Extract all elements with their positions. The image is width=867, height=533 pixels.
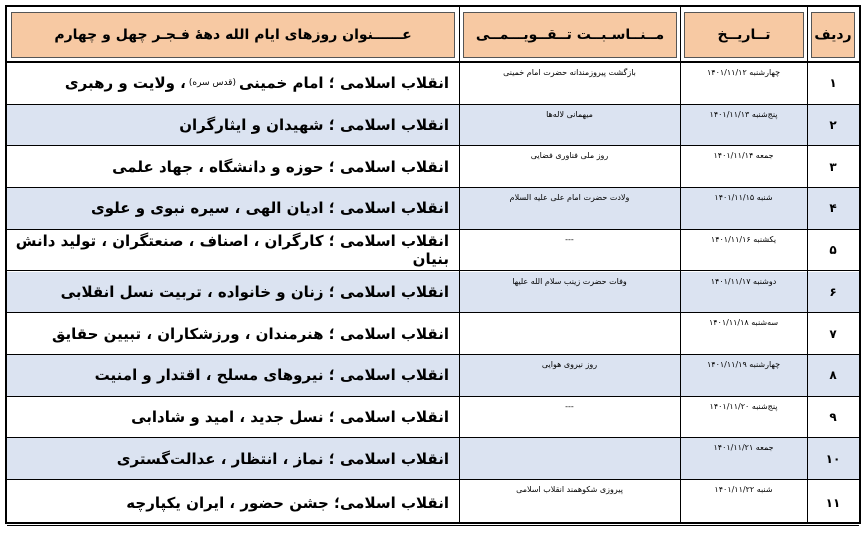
table-row [7,272,859,314]
column-divider [459,7,460,522]
table-row [7,355,859,397]
header-date: تــاریــخ [684,12,804,58]
row-title [7,438,459,479]
row-title [7,397,459,438]
row-occasion: وفات حضرت زینب سلام الله علیها [512,276,627,286]
title-main: انقلاب اسلامی ؛ زنان و خانواده ، تربیت نسل انقلابی [60,282,449,301]
row-number: ۱۱ [825,495,841,510]
table-row [7,397,859,439]
row-date: چهارشنبه ۱۴۰۱/۱۱/۱۹ [706,359,781,369]
row-date: جمعه ۱۴۰۱/۱۱/۱۴ [713,151,774,161]
title-main: انقلاب اسلامی؛ جشن حضور ، ایران یکپارچه [126,493,449,512]
header-occasion: مــنــاسـبــت تــقــویـــمــی [463,12,677,58]
row-occasion: روز نیروی هوایی [541,359,598,369]
title-superscript: (قدس سره) [188,78,236,89]
table-row [7,313,859,355]
row-number: ۳ [829,159,837,174]
row-date: دوشنبه ۱۴۰۱/۱۱/۱۷ [710,276,777,286]
row-title [7,105,459,146]
header-title: عــــــنوان روزهای ایام الله دههٔ فـجـر چهل و چهارم [11,12,455,58]
row-title [7,313,459,354]
row-date: پنج‌شنبه ۱۴۰۱/۱۱/۱۳ [709,109,778,119]
row-title [7,480,459,525]
row-number: ۸ [829,368,837,383]
table-header [7,7,859,63]
table-row [7,480,859,526]
row-title [7,63,459,104]
title-main: انقلاب اسلامی ؛ نیروهای مسلح ، اقتدار و امنیت [94,366,449,385]
row-title [7,188,459,229]
title-main: انقلاب اسلامی ؛ ادیان الهی ، سیره نبوی و علوی [90,199,449,218]
title-main: انقلاب اسلامی ؛ نسل جدید ، امید و شادابی [131,407,449,426]
title-main: انقلاب اسلامی ؛ حوزه و دانشگاه ، جهاد علمی [112,157,449,176]
title-end: ، ولایت و رهبری [64,74,186,93]
title-main: انقلاب اسلامی ؛ شهیدان و ایثارگران [179,116,449,135]
row-date: سه‌شنبه ۱۴۰۱/۱۱/۱۸ [708,318,779,328]
row-occasion [459,438,680,479]
row-number: ۵ [829,243,837,258]
table-row [7,438,859,480]
row-date: شنبه ۱۴۰۱/۱۱/۱۵ [714,193,773,203]
row-title [7,230,459,271]
title-main: انقلاب اسلامی ؛ امام خمینی [238,74,449,93]
column-divider [680,7,681,522]
row-occasion: بازگشت پیروزمندانه حضرت امام خمینی [503,68,636,77]
table-row [7,188,859,230]
row-date: شنبه ۱۴۰۱/۱۱/۲۲ [714,485,773,494]
header-row-number: ردیف [811,12,855,58]
row-date: جمعه ۱۴۰۱/۱۱/۲۱ [713,443,774,453]
row-title [7,272,459,313]
row-occasion: --- [565,401,574,411]
row-number: ۶ [829,284,837,299]
row-number: ۹ [829,409,837,424]
row-occasion: --- [565,234,574,244]
title-main: انقلاب اسلامی ؛ هنرمندان ، ورزشکاران ، تبیین حقایق [52,324,449,343]
row-date: پنج‌شنبه ۱۴۰۱/۱۱/۲۰ [709,401,778,411]
row-number: ۲ [829,118,837,133]
title-main: انقلاب اسلامی ؛ کارگران ، اصناف ، صنعتگران ، تولید دانش بنیان [15,232,449,269]
row-date: یکشنبه ۱۴۰۱/۱۱/۱۶ [710,234,777,244]
row-date: چهارشنبه ۱۴۰۱/۱۱/۱۲ [706,68,781,77]
row-occasion: روز ملی فناوری فضایی [530,151,609,161]
row-number: ۴ [829,201,837,216]
table-row [7,63,859,105]
column-divider [807,7,808,522]
row-title [7,355,459,396]
title-main: انقلاب اسلامی ؛ نماز ، انتظار ، عدالت‌گستری [116,449,449,468]
row-number: ۱ [829,76,837,91]
row-occasion [459,313,680,354]
row-title [7,146,459,187]
row-occasion: پیروزی شکوهمند انقلاب اسلامی [516,485,623,494]
row-number: ۱۰ [825,451,841,466]
row-occasion: ولادت حضرت امام علی علیه السلام [509,193,630,203]
row-occasion: میهمانی لاله‌ها [546,109,593,119]
table-row [7,230,859,272]
table-row [7,105,859,147]
occasions-table [5,5,861,524]
table-row [7,146,859,188]
row-number: ۷ [829,326,837,341]
